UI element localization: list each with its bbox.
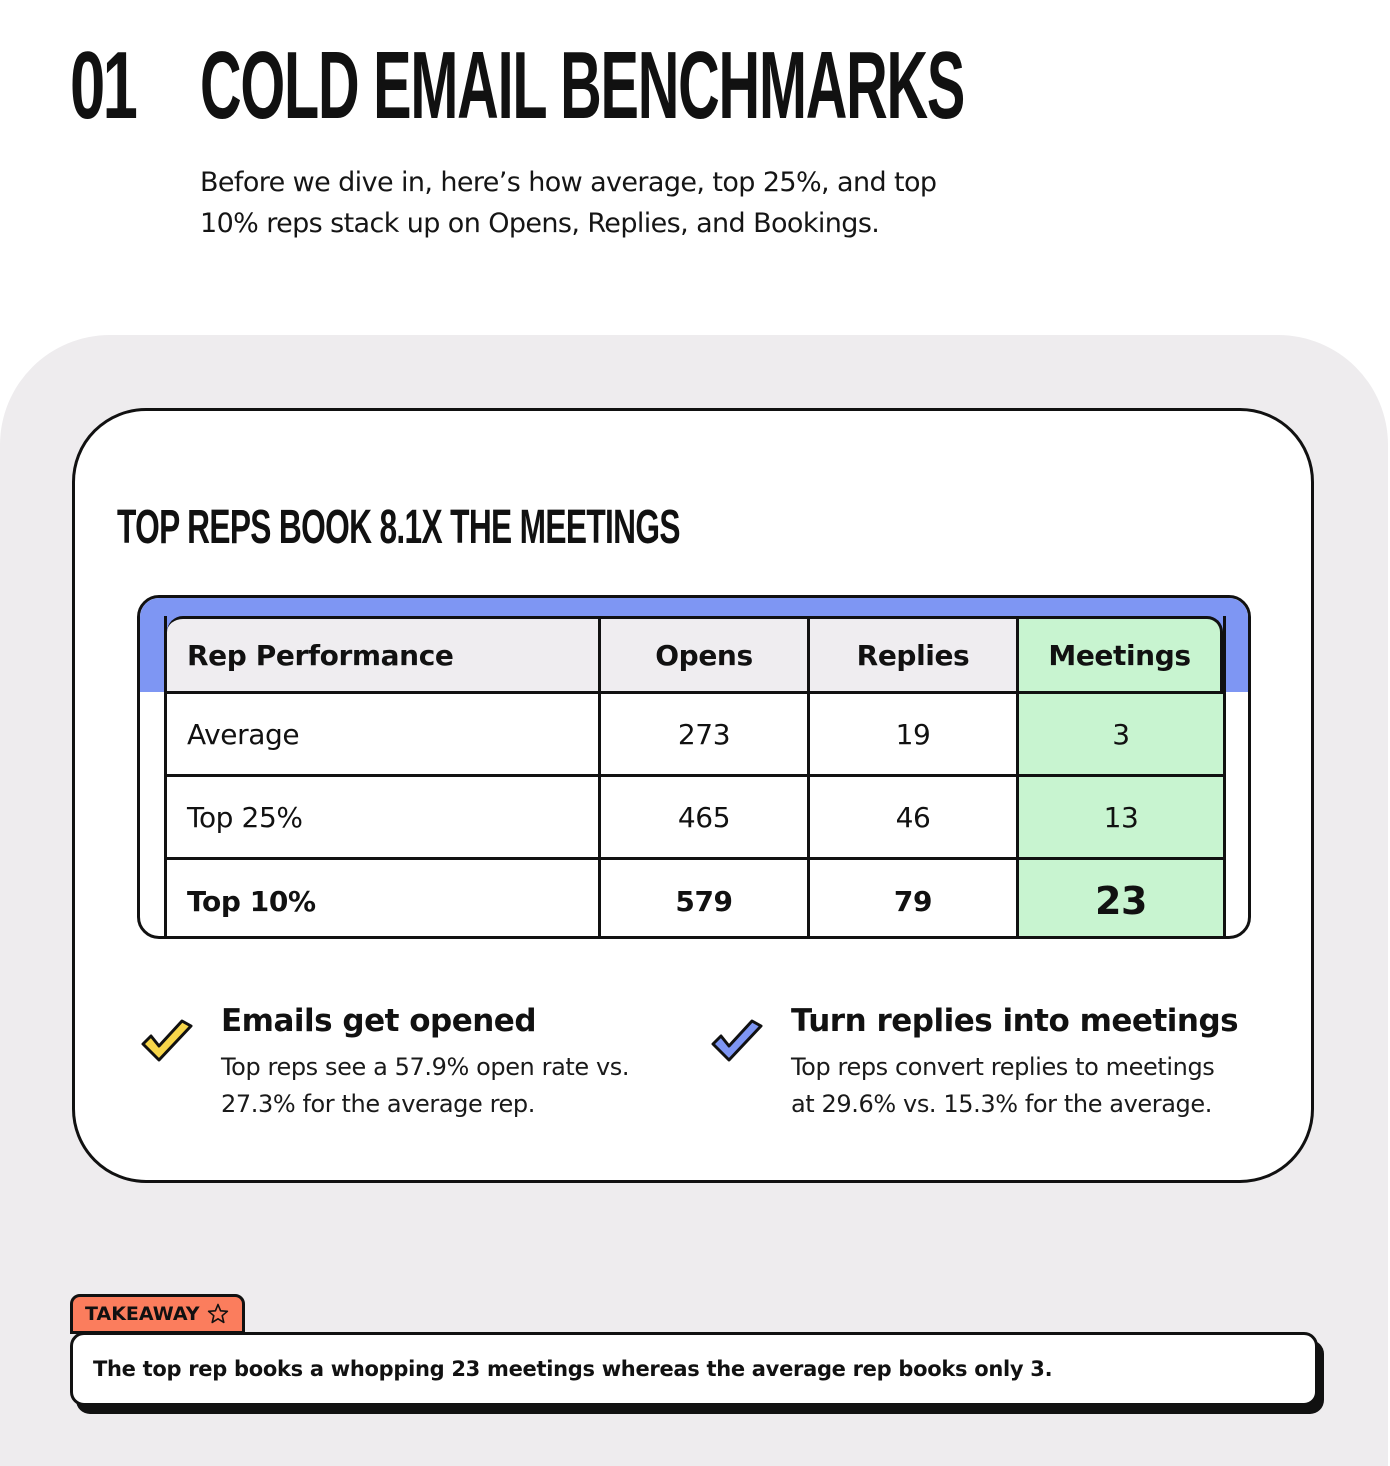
intro-line: 10% reps stack up on Opens, Replies, and Bookings. [200,208,880,239]
takeaway-tag [70,1294,245,1334]
takeaway-box [70,1332,1318,1406]
checkmark-icon [137,1017,197,1067]
feature-title: Emails get opened [221,1003,537,1039]
table-cell: 19 [810,694,1019,774]
section-title: COLD EMAIL BENCHMARKS [200,32,965,139]
feature-title: Turn replies into meetings [791,1003,1239,1039]
table-grid [164,616,1226,939]
table-cell: 3 [1019,694,1223,774]
table-cell: 13 [1019,777,1223,857]
table-cell: 23 [1019,860,1223,939]
takeaway-text: The top rep books a whopping 23 meetings whereas the average rep books only 3. [93,1357,1053,1381]
feature-line: 27.3% for the average rep. [221,1090,535,1118]
table-cell: 579 [601,860,810,939]
benchmark-card [72,408,1314,1183]
section-number: 01 [70,32,136,139]
table-row [167,777,1223,860]
feature-line: at 29.6% vs. 15.3% for the average. [791,1090,1212,1118]
feature-line: Top reps see a 57.9% open rate vs. [221,1053,630,1081]
table-cell: Average [167,694,601,774]
table-row [167,860,1223,939]
star-icon [206,1302,230,1326]
table-cell: Top 25% [167,777,601,857]
table-cell: 273 [601,694,810,774]
table-cell: 465 [601,777,810,857]
table-cell: 79 [810,860,1019,939]
benchmark-table [137,595,1251,939]
feature-line: Top reps convert replies to meetings [791,1053,1215,1081]
feature-description [791,1049,1261,1123]
column-header: Opens [601,616,810,694]
takeaway-label: TAKEAWAY [85,1303,200,1325]
table-row [167,694,1223,777]
table-cell: Top 10% [167,860,601,939]
table-cell: 46 [810,777,1019,857]
column-header: Replies [810,616,1019,694]
page-header [0,0,1390,335]
intro-line: Before we dive in, here’s how average, top 25%, and top [200,167,937,198]
card-title: TOP REPS BOOK 8.1X THE MEETINGS [117,501,680,554]
table-header-row [167,616,1223,694]
column-header: Rep Performance [167,616,601,694]
intro-paragraph [200,162,1020,244]
column-header: Meetings [1019,616,1223,694]
feature-description [221,1049,691,1123]
checkmark-icon [707,1017,767,1067]
